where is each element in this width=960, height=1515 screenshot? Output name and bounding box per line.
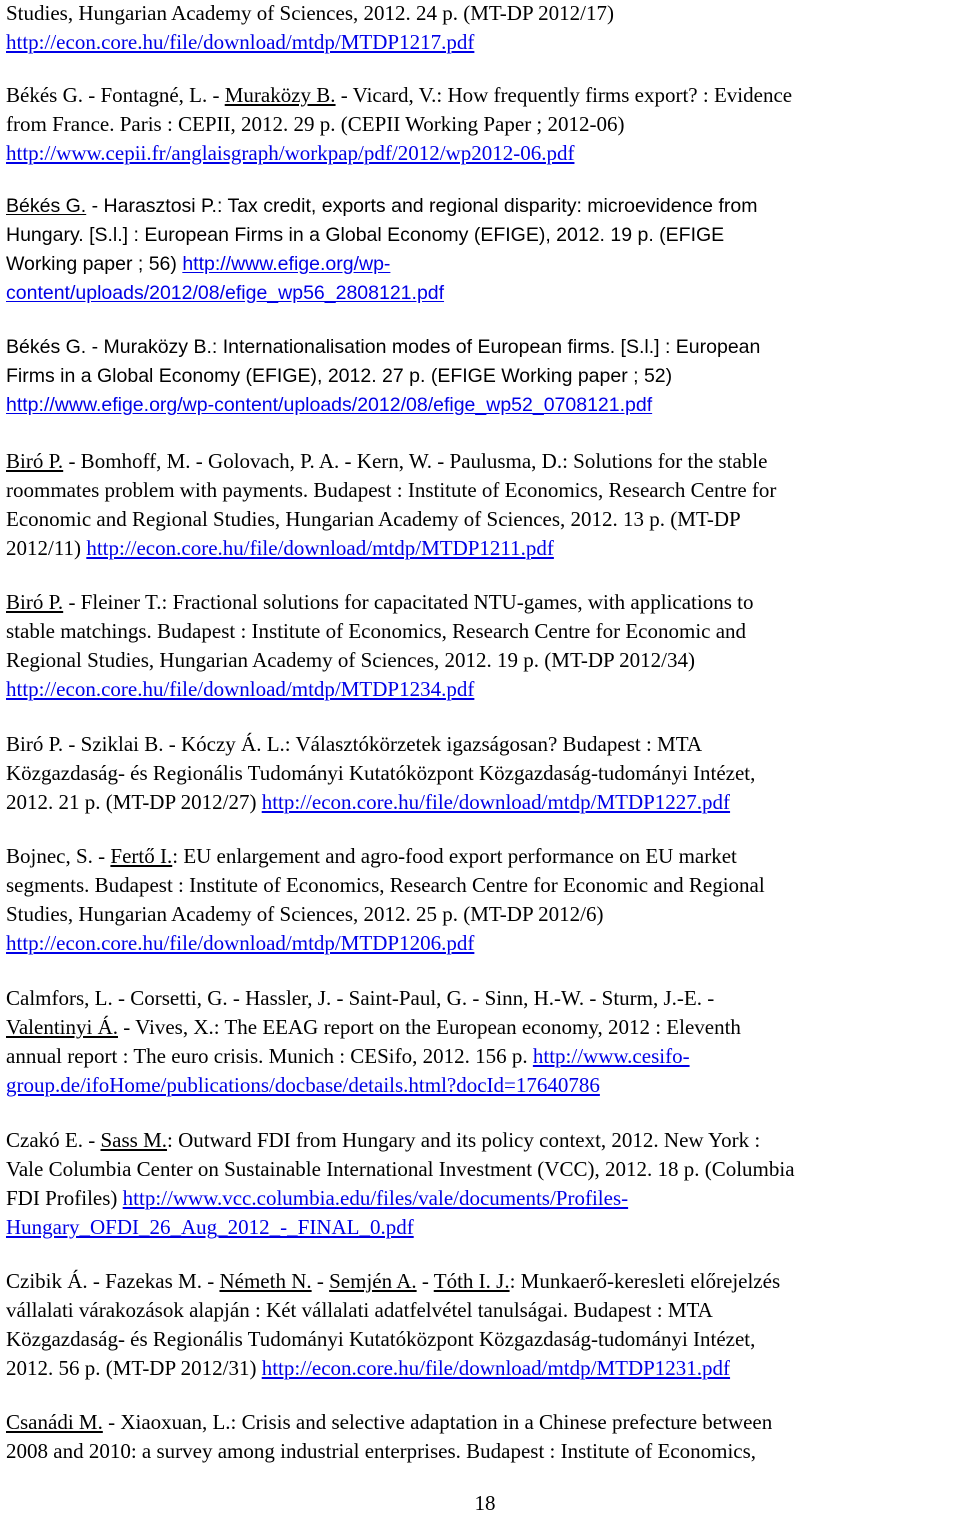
- reference-text: Biró P. - Sziklai B. - Kóczy Á. L.: Választókörzetek igazságosan? Budapest : MTA: [6, 732, 703, 756]
- reference-url-link[interactable]: http://econ.core.hu/file/download/mtdp/MTDP1211.pdf: [86, 536, 554, 560]
- reference-text: - Harasztosi P.: Tax credit, exports and regional disparity: microevidence from: [86, 195, 758, 217]
- reference-line: [6, 1127, 760, 1153]
- reference-line: [6, 140, 574, 166]
- reference-text: from France. Paris : CEPII, 2012. 29 p. (CEPII Working Paper ; 2012-06): [6, 112, 625, 136]
- reference-text: -: [311, 1269, 330, 1293]
- reference-text: Studies, Hungarian Academy of Sciences, 2012. 25 p. (MT-DP 2012/6): [6, 902, 604, 926]
- reference-text: - Vicard, V.: How frequently firms export? : Evidence: [335, 83, 793, 107]
- reference-text: Firms in a Global Economy (EFIGE), 2012. 27 p. (EFIGE Working paper ; 52): [6, 365, 673, 387]
- reference-text: Békés G. - Fontagné, L. -: [6, 83, 225, 107]
- reference-line: [6, 392, 652, 418]
- reference-line: [6, 334, 760, 360]
- reference-text: Czakó E. -: [6, 1128, 101, 1152]
- reference-line: [6, 789, 730, 815]
- reference-url-link[interactable]: http://econ.core.hu/file/download/mtdp/MTDP1206.pdf: [6, 931, 475, 955]
- reference-line: [6, 676, 474, 702]
- reference-line: [6, 1297, 713, 1323]
- reference-text: Bojnec, S. -: [6, 844, 111, 868]
- reference-line: [6, 589, 753, 615]
- reference-line: [6, 731, 702, 757]
- reference-line: [6, 985, 714, 1011]
- reference-text: Czibik Á. - Fazekas M. -: [6, 1269, 220, 1293]
- reference-url-link[interactable]: http://www.efige.org/wp-: [182, 253, 391, 275]
- reference-text: Regional Studies, Hungarian Academy of Sciences, 2012. 19 p. (MT-DP 2012/34): [6, 648, 696, 672]
- author-name: Csanádi M.: [6, 1410, 103, 1434]
- reference-url-link[interactable]: http://www.vcc.columbia.edu/files/vale/documents/Profiles-: [122, 1186, 629, 1210]
- reference-line: [6, 1043, 690, 1069]
- reference-text: segments. Budapest : Institute of Economics, Research Centre for Economic and Regional: [6, 873, 765, 897]
- reference-line: [6, 0, 614, 26]
- reference-text: 2008 and 2010: a survey among industrial enterprises. Budapest : Institute of Economics,: [6, 1439, 757, 1463]
- reference-text: - Bomhoff, M. - Golovach, P. A. - Kern, W. - Paulusma, D.: Solutions for the stable: [63, 449, 768, 473]
- reference-url-link[interactable]: Hungary_OFDI_26_Aug_2012_-_FINAL_0.pdf: [6, 1215, 414, 1239]
- reference-line: [6, 363, 672, 389]
- reference-text: - Vives, X.: The EEAG report on the European economy, 2012 : Eleventh: [117, 1015, 741, 1039]
- reference-text: 2012/11): [6, 536, 87, 560]
- reference-line: [6, 1326, 755, 1352]
- reference-text: vállalati várakozások alapján : Két vállalati adatfelvétel tanulságai. Budapest : MTA: [6, 1298, 713, 1322]
- reference-line: [6, 930, 474, 956]
- reference-line: [6, 29, 474, 55]
- reference-line: [6, 448, 767, 474]
- reference-line: [6, 477, 776, 503]
- reference-line: [6, 1156, 795, 1182]
- reference-text: 2012. 56 p. (MT-DP 2012/31): [6, 1356, 262, 1380]
- reference-line: [6, 1438, 756, 1464]
- reference-url-link[interactable]: http://econ.core.hu/file/download/mtdp/MTDP1217.pdf: [6, 30, 475, 54]
- reference-url-link[interactable]: http://econ.core.hu/file/download/mtdp/MTDP1231.pdf: [261, 1356, 731, 1380]
- author-name: Muraközy B.: [224, 83, 336, 107]
- reference-text: Közgazdaság- és Regionális Tudományi Kutatóközpont Közgazdaság-tudományi Intézet,: [6, 1327, 756, 1351]
- reference-line: [6, 647, 695, 673]
- reference-line: [6, 1268, 780, 1294]
- reference-url-link[interactable]: group.de/ifoHome/publications/docbase/details.html?docId=17640786: [6, 1073, 600, 1097]
- reference-text: - Xiaoxuan, L.: Crisis and selective adaptation in a Chinese prefecture between: [102, 1410, 773, 1434]
- reference-line: [6, 1185, 628, 1211]
- author-name: Fertő I.: [110, 844, 173, 868]
- reference-line: [6, 1014, 741, 1040]
- reference-line: [6, 193, 757, 219]
- reference-line: [6, 111, 625, 137]
- reference-line: [6, 222, 724, 248]
- reference-url-link[interactable]: content/uploads/2012/08/efige_wp56_2808121.pdf: [6, 282, 445, 304]
- reference-line: [6, 843, 737, 869]
- reference-text: : Munkaerő-keresleti előrejelzés: [509, 1269, 781, 1293]
- reference-line: [6, 82, 792, 108]
- reference-text: FDI Profiles): [6, 1186, 123, 1210]
- reference-line: [6, 1214, 414, 1240]
- reference-text: stable matchings. Budapest : Institute of Economics, Research Centre for Economic and: [6, 619, 747, 643]
- reference-line: [6, 535, 554, 561]
- reference-text: roommates problem with payments. Budapest : Institute of Economics, Research Centre for: [6, 478, 777, 502]
- reference-url-link[interactable]: http://www.cepii.fr/anglaisgraph/workpap/pdf/2012/wp2012-06.pdf: [6, 141, 575, 165]
- reference-text: Studies, Hungarian Academy of Sciences, 2012. 24 p. (MT-DP 2012/17): [6, 1, 614, 25]
- reference-line: [6, 618, 746, 644]
- reference-text: Vale Columbia Center on Sustainable International Investment (VCC), 2012. 18 p. (Columbia: [6, 1157, 795, 1181]
- reference-line: [6, 1409, 772, 1435]
- page-number: 18: [474, 1491, 496, 1515]
- reference-url-link[interactable]: http://www.efige.org/wp-content/uploads/2012/08/efige_wp52_0708121.pdf: [6, 394, 653, 416]
- reference-text: -: [416, 1269, 434, 1293]
- reference-text: Hungary. [S.l.] : European Firms in a Global Economy (EFIGE), 2012. 19 p. (EFIGE: [6, 224, 725, 246]
- reference-text: Békés G. - Muraközy B.: Internationalisation modes of European firms. [S.l.] : European: [6, 336, 761, 358]
- author-name: Semjén A.: [329, 1269, 417, 1293]
- author-name: Sass M.: [100, 1128, 168, 1152]
- reference-url-link[interactable]: http://econ.core.hu/file/download/mtdp/MTDP1234.pdf: [6, 677, 475, 701]
- author-name: Biró P.: [6, 449, 64, 473]
- author-name: Valentinyi Á.: [6, 1015, 118, 1039]
- reference-text: : Outward FDI from Hungary and its policy context, 2012. New York :: [167, 1128, 761, 1152]
- reference-text: : EU enlargement and agro-food export performance on EU market: [172, 844, 737, 868]
- reference-line: [6, 901, 603, 927]
- reference-line: [6, 1355, 730, 1381]
- reference-text: 2012. 21 p. (MT-DP 2012/27): [6, 790, 262, 814]
- author-name: Békés G.: [6, 195, 87, 217]
- author-name: Németh N.: [219, 1269, 312, 1293]
- reference-line: [6, 506, 741, 532]
- reference-text: Közgazdaság- és Regionális Tudományi Kutatóközpont Közgazdaság-tudományi Intézet,: [6, 761, 756, 785]
- reference-url-link[interactable]: http://www.cesifo-: [532, 1044, 690, 1068]
- reference-text: Economic and Regional Studies, Hungarian Academy of Sciences, 2012. 13 p. (MT-DP: [6, 507, 741, 531]
- reference-text: Working paper ; 56): [6, 253, 183, 275]
- reference-line: [6, 251, 390, 277]
- reference-line: [6, 872, 765, 898]
- reference-url-link[interactable]: http://econ.core.hu/file/download/mtdp/MTDP1227.pdf: [261, 790, 731, 814]
- reference-line: [6, 280, 444, 306]
- reference-line: [6, 760, 755, 786]
- author-name: Tóth I. J.: [433, 1269, 510, 1293]
- reference-text: Calmfors, L. - Corsetti, G. - Hassler, J. - Saint-Paul, G. - Sinn, H.-W. - Sturm, J.-E. -: [6, 986, 715, 1010]
- reference-line: [6, 1072, 600, 1098]
- author-name: Biró P.: [6, 590, 64, 614]
- reference-text: annual report : The euro crisis. Munich : CESifo, 2012. 156 p.: [6, 1044, 533, 1068]
- reference-text: - Fleiner T.: Fractional solutions for capacitated NTU-games, with applications to: [63, 590, 754, 614]
